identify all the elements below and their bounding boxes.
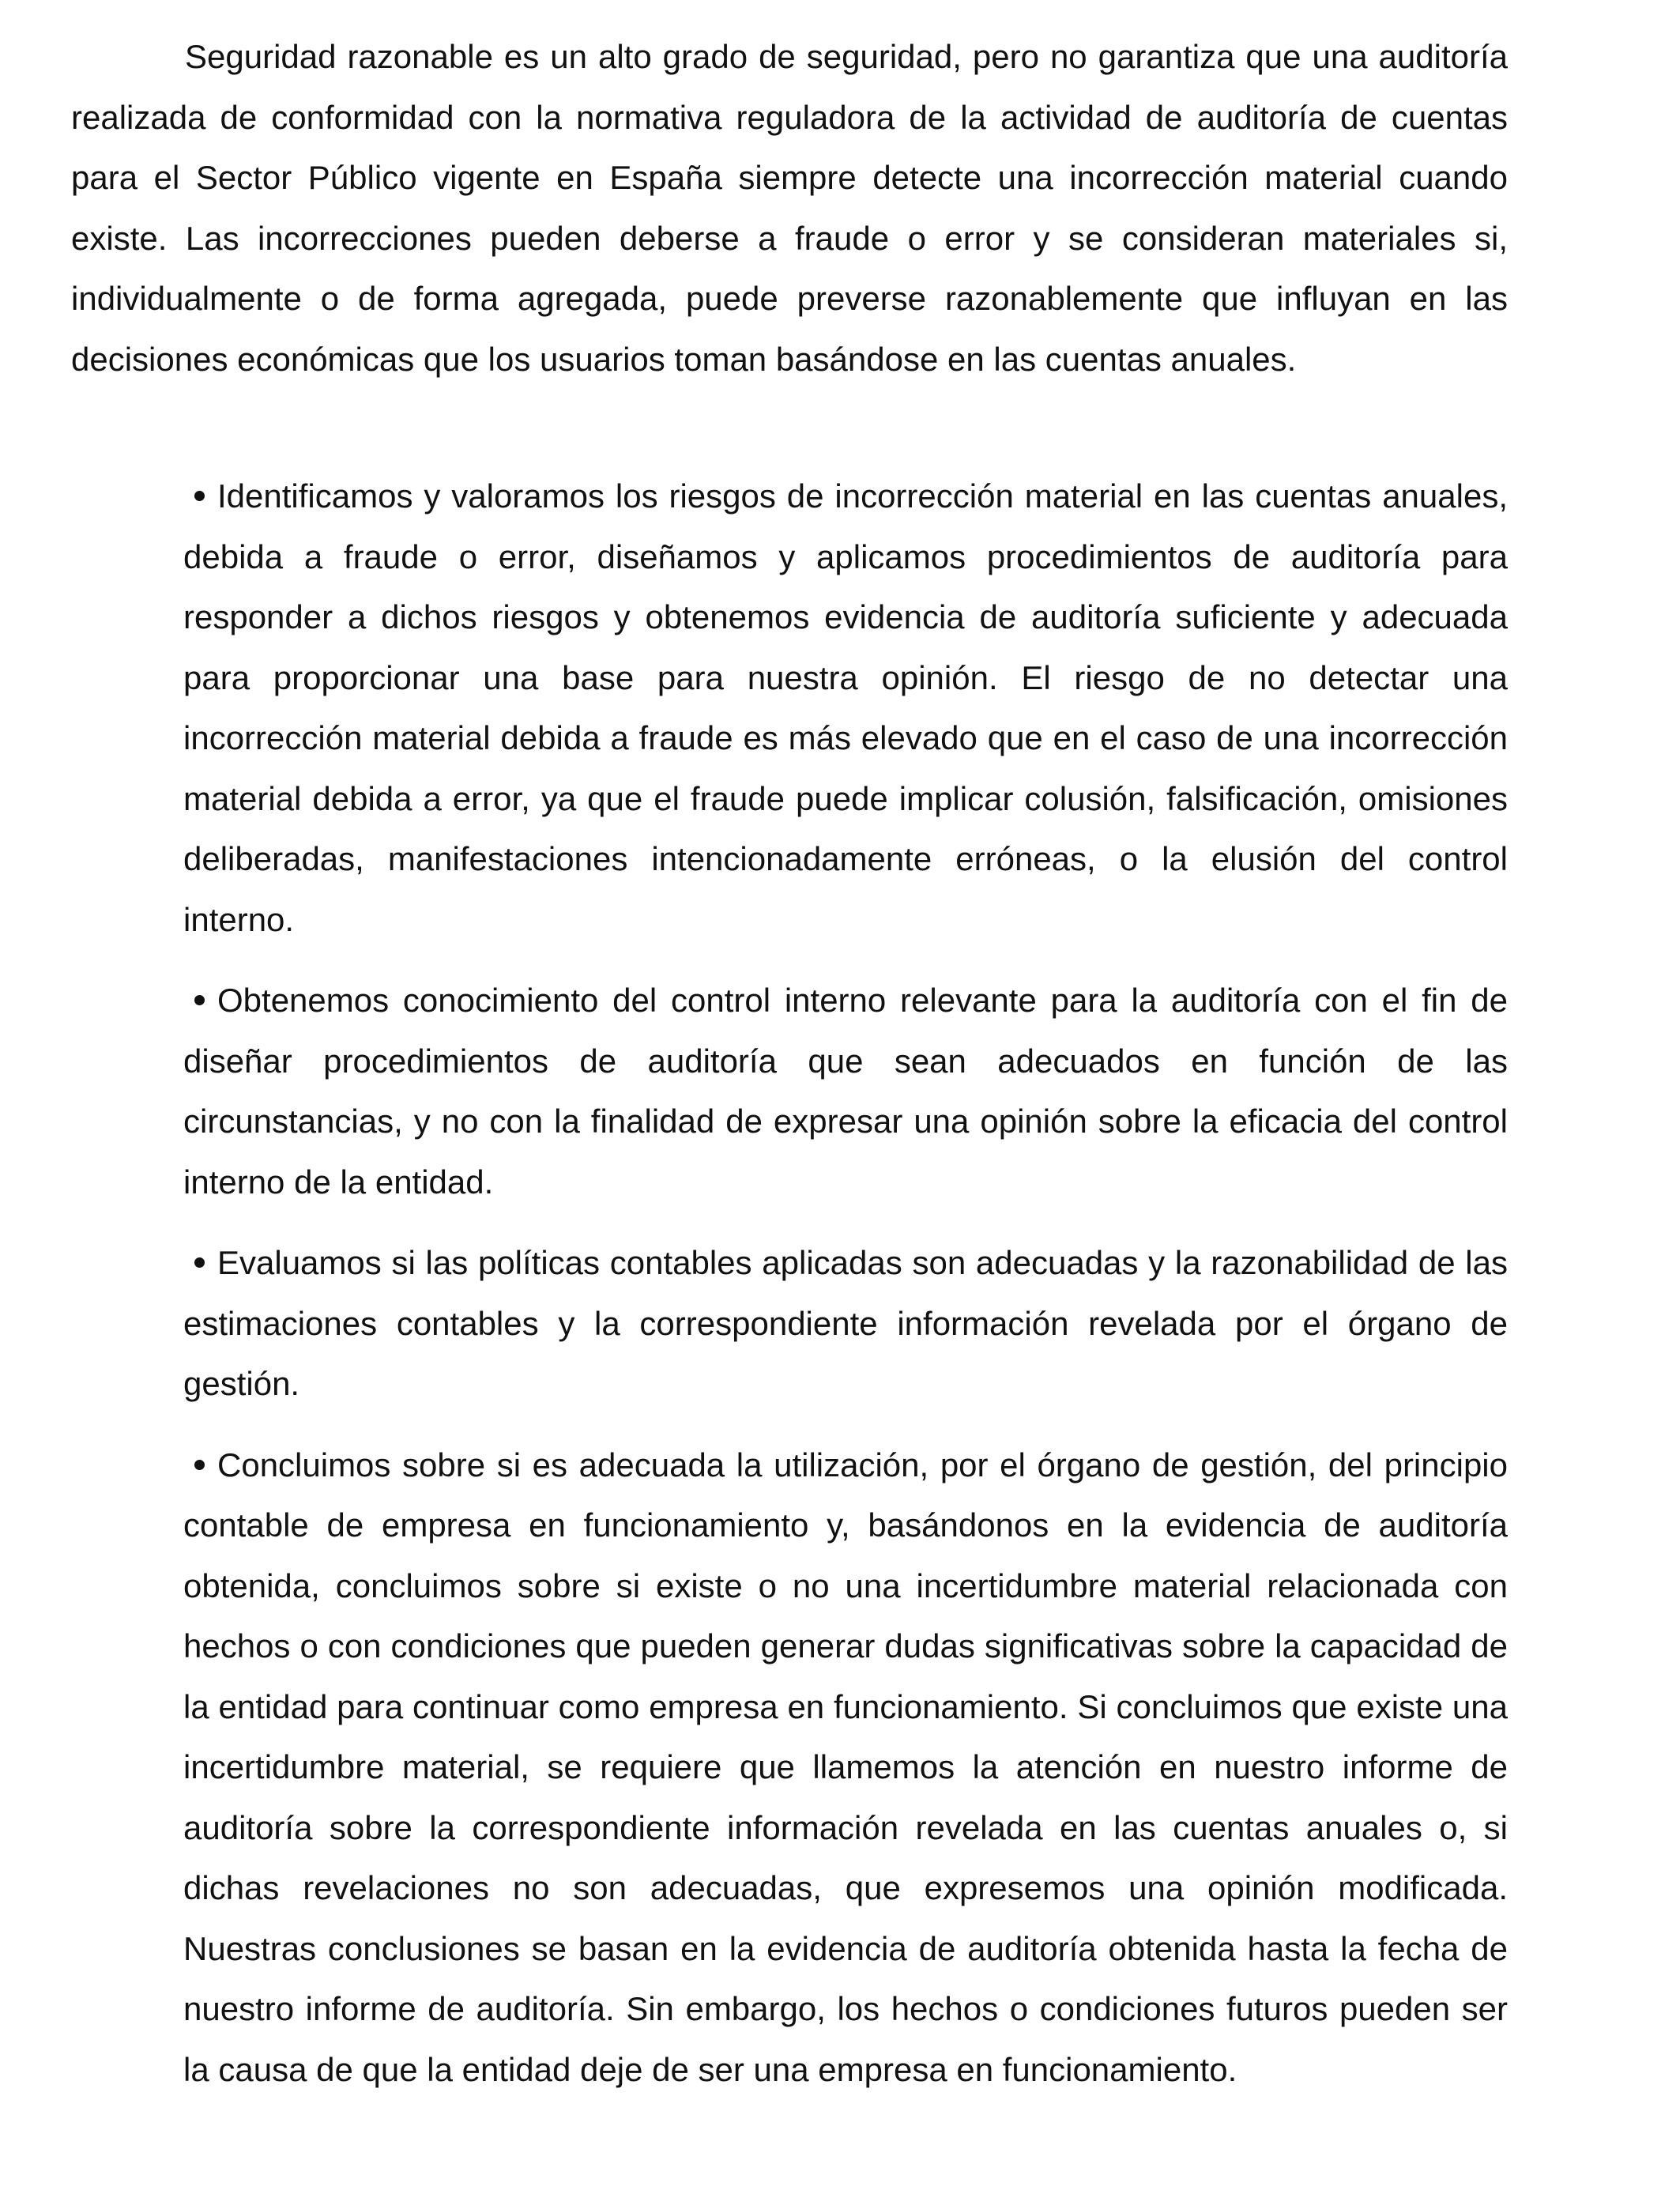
intro-paragraph: Seguridad razonable es un alto grado de seguridad, pero no garantiza que una auditoría realizada de conformidad con la normativa reguladora de la actividad de auditoría de cuentas para el Sector Público vigente en España siempre detecte una incorrección material cuando existe. Las incorrecciones pueden deberse a fraude o error y se consideran materiales si, individualmente o de forma agregada, puede preverse razonablemente que influyan en las decisiones económicas que los usuarios toman basándose en las cuentas anuales.	[71, 38, 1508, 378]
bullet-dot-icon	[194, 1460, 205, 1470]
bullet-item-going-concern	[183, 1435, 1508, 2101]
bullet-item-risk-assessment	[183, 466, 1508, 950]
bullet-dot-icon	[194, 1257, 205, 1268]
bullet-list	[183, 466, 1508, 2120]
bullet-dot-icon	[194, 995, 205, 1005]
bullet-text: Identificamos y valoramos los riesgos de incorrección material en las cuentas anuales, debida a fraude o error, diseñamos y aplicamos procedimientos de auditoría para responder a dichos riesgos y obtenemos evidencia de auditoría suficiente y adecuada para proporcionar una base para nuestra opinión. El riesgo de no detectar una incorrección material debida a fraude es más elevado que en el caso de una incorrección material debida a error, ya que el fraude puede implicar colusión, falsificación, omisiones deliberadas, manifestaciones intencionadamente erróneas, o la elusión del control interno.	[183, 477, 1508, 938]
bullet-text: Evaluamos si las políticas contables aplicadas son adecuadas y la razonabilidad de las estimaciones contables y la correspondiente información revelada por el órgano de gestión.	[183, 1244, 1508, 1402]
bullet-item-internal-control	[183, 971, 1508, 1212]
bullet-dot-icon	[194, 491, 205, 501]
bullet-item-accounting-policies	[183, 1233, 1508, 1415]
bullet-text: Concluimos sobre si es adecuada la utilización, por el órgano de gestión, del principio contable de empresa en funcionamiento y, basándonos en la evidencia de auditoría obtenida, concluimos sobre si existe o no una incertidumbre material relacionada con hechos o con condiciones que pueden generar dudas significativas sobre la capacidad de la entidad para continuar como empresa en funcionamiento. Si concluimos que existe una incertidumbre material, se requiere que llamemos la atención en nuestro informe de auditoría sobre la correspondiente información revelada en las cuentas anuales o, si dichas revelaciones no son adecuadas, que expresemos una opinión modificada. Nuestras conclusiones se basan en la evidencia de auditoría obtenida hasta la fecha de nuestro informe de auditoría. Sin embargo, los hechos o condiciones futuros pueden ser la causa de que la entidad deje de ser una empresa en funcionamiento.	[183, 1446, 1508, 2088]
bullet-text: Obtenemos conocimiento del control interno relevante para la auditoría con el fin de diseñar procedimientos de auditoría que sean adecuados en función de las circunstancias, y no con la finalidad de expresar una opinión sobre la eficacia del control interno de la entidad.	[183, 982, 1508, 1201]
